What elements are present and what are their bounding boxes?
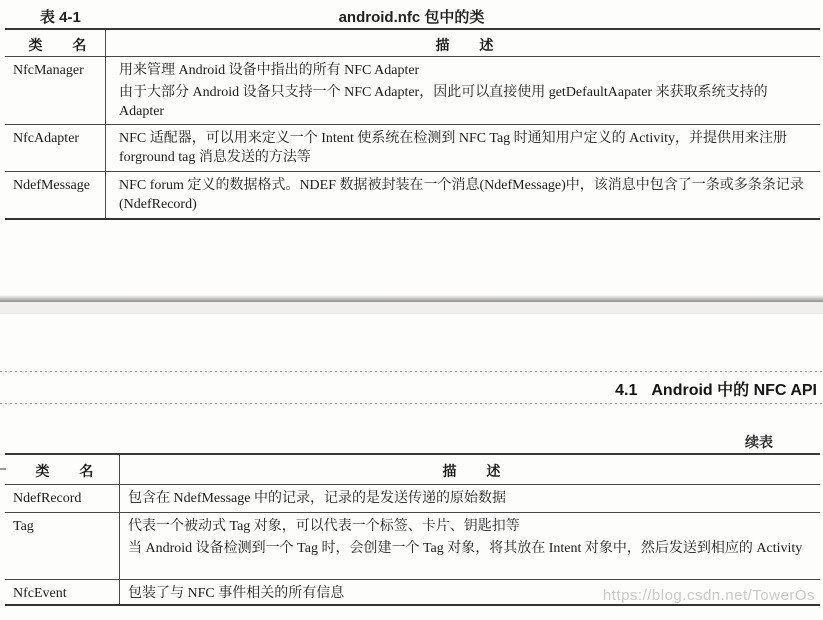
description-paragraph: 当 Android 设备检测到一个 Tag 时，会创建一个 Tag 对象，将其放在 Intent 对象中，然后发送到相应的 Activity	[128, 541, 803, 556]
scan-splice-band	[0, 302, 823, 314]
class-description-cell	[106, 57, 820, 124]
description-paragraph: 用来管理 Android 设备中指出的所有 NFC Adapter	[119, 63, 420, 78]
class-name-cell: NfcManager	[13, 63, 84, 78]
class-name-cell: NdefMessage	[13, 178, 90, 193]
dotted-rule-bottom	[0, 403, 823, 404]
class-description-cell	[120, 485, 820, 512]
table-row-ndefrecord	[5, 485, 820, 513]
section-title: Android 中的 NFC API	[651, 382, 817, 399]
table-row-nfcmanager	[5, 57, 820, 125]
class-description-cell	[106, 125, 820, 171]
description-paragraph: 代表一个被动式 Tag 对象，可以代表一个标签、卡片、钥匙扣等	[128, 519, 520, 534]
section-heading	[615, 377, 817, 400]
table1-header-class-name: 类 名	[28, 36, 87, 53]
class-name-cell: NdefRecord	[13, 491, 82, 506]
table-android-nfc-classes	[5, 28, 820, 220]
table2-header-description: 描 述	[442, 463, 501, 479]
description-paragraph: NFC forum 定义的数据格式。NDEF 数据被封装在一个消息(NdefMessage)中，该消息中包含了一条或多条条记录(NdefRecord)	[119, 178, 804, 212]
table1-header-row	[5, 30, 820, 57]
table-caption-number: 表 4-1	[40, 9, 81, 26]
class-name-cell: Tag	[13, 519, 34, 534]
dotted-rule-top	[0, 371, 823, 372]
table2-header-class-name: 类 名	[35, 463, 94, 479]
class-description-cell	[120, 513, 820, 579]
table2-header-row	[5, 455, 820, 485]
description-paragraph: NFC 适配器，可以用来定义一个 Intent 使系统在检测到 NFC Tag 时通知用户定义的 Activity，并提供用来注册 forground tag 消息发送的方法等	[119, 131, 788, 165]
table-row-nfcadapter	[5, 125, 820, 172]
class-name-cell: NfcEvent	[13, 586, 67, 601]
class-description-cell	[106, 172, 820, 218]
table-row-tag	[5, 513, 820, 580]
table-continued-label: 续表	[745, 434, 773, 450]
description-paragraph: 由于大部分 Android 设备只支持一个 NFC Adapter，因此可以直接使用 getDefaultAapater 来获取系统支持的 Adapter	[119, 85, 768, 119]
description-paragraph: 包装了与 NFC 事件相关的所有信息	[128, 586, 345, 601]
section-number: 4.1	[615, 382, 638, 399]
csdn-watermark: https://blog.csdn.net/TowerOs	[602, 587, 815, 604]
table-caption-title: android.nfc 包中的类	[338, 9, 485, 26]
table-row-ndefmessage	[5, 172, 820, 218]
table-android-nfc-classes-continued	[5, 453, 820, 606]
description-paragraph: 包含在 NdefMessage 中的记录，记录的是发送传递的原始数据	[128, 491, 506, 506]
scan-splice-shadow	[0, 295, 823, 302]
class-name-cell: NfcAdapter	[13, 131, 80, 146]
table1-header-description: 描 述	[435, 36, 494, 53]
